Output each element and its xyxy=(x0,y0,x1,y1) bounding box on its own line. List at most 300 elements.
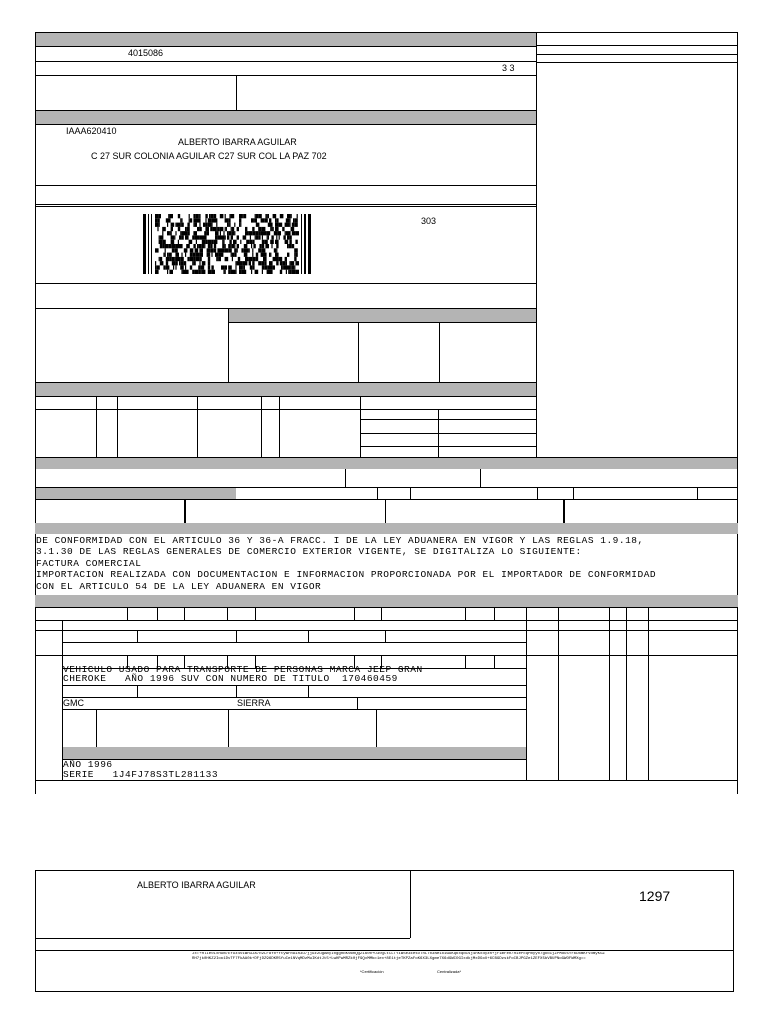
centralized-label: Centralizada* xyxy=(437,969,462,974)
observation-line: DE CONFORMIDAD CON EL ARTICULO 36 Y 36-A FRACC. I DE LA LEY ADUANERA EN VIGOR Y LAS REGLAS 1.9.18, xyxy=(36,535,644,546)
signature-line: JxT+HlIe0IxHum/Efuz4v1WH3Ja/R2LF8Y0+YtyWFRA1R3u/jjuz2ugAmyI0ggRbKvWRQQZ1600+U30QCtCLTYiWSe3kesUTnLT03Ne1o1wuKqbxqN1sj4nKxdyzR+jf1mFen/H1ePcqPmyy07gOo1jZPMdU5YrbDbmKfVdmyKGZ xyxy=(192,952,605,956)
barcode-module xyxy=(237,261,239,265)
barcode-module xyxy=(208,218,212,222)
barcode-module xyxy=(214,240,218,244)
barcode-module xyxy=(249,257,253,261)
barcode-module xyxy=(160,235,164,239)
barcode-module xyxy=(280,214,284,218)
divider xyxy=(184,499,186,523)
barcode-module xyxy=(193,244,195,248)
barcode-module xyxy=(156,265,160,269)
barcode-module xyxy=(270,227,271,231)
barcode-module xyxy=(208,244,209,248)
divider xyxy=(227,607,228,620)
barcode-module xyxy=(233,214,234,218)
barcode-module xyxy=(288,270,289,274)
barcode-module xyxy=(196,257,200,261)
barcode-module xyxy=(191,248,193,252)
divider xyxy=(35,283,537,284)
barcode-module xyxy=(199,261,200,265)
importer-name: ALBERTO IBARRA AGUILAR xyxy=(178,137,297,147)
barcode-module xyxy=(237,244,239,248)
barcode-module xyxy=(205,223,207,227)
divider xyxy=(35,185,537,186)
barcode-module xyxy=(175,257,179,261)
barcode-module xyxy=(271,235,273,239)
barcode-module xyxy=(243,261,245,265)
barcode-module xyxy=(201,265,205,269)
barcode-module xyxy=(280,270,282,274)
section-band xyxy=(36,111,536,124)
barcode-module xyxy=(186,227,190,231)
pedimento-number: 4015086 xyxy=(128,48,164,58)
barcode-module xyxy=(171,235,173,239)
barcode-module xyxy=(168,253,172,257)
divider xyxy=(376,709,377,747)
barcode-module xyxy=(285,257,287,261)
barcode-module xyxy=(169,270,173,274)
barcode-module xyxy=(240,223,241,227)
barcode-module xyxy=(249,248,250,252)
barcode-module xyxy=(166,218,167,222)
barcode-module xyxy=(209,214,210,218)
barcode-module xyxy=(179,235,181,239)
barcode-module xyxy=(262,270,263,274)
barcode-module xyxy=(196,253,200,257)
barcode-module xyxy=(181,231,185,235)
barcode-module xyxy=(227,235,229,239)
divider xyxy=(236,630,237,642)
barcode-module xyxy=(209,240,211,244)
observations xyxy=(36,535,656,592)
digital-signature xyxy=(192,952,702,962)
barcode-module xyxy=(190,265,192,269)
barcode-module xyxy=(285,223,287,227)
barcode-guard xyxy=(308,214,311,274)
barcode-module xyxy=(249,231,253,235)
barcode-module xyxy=(287,231,291,235)
barcode-module xyxy=(175,223,176,227)
barcode-module xyxy=(211,218,215,222)
barcode-module xyxy=(167,270,168,274)
barcode-module xyxy=(197,235,199,239)
divider xyxy=(197,396,198,457)
barcode-module xyxy=(244,253,245,257)
barcode-module xyxy=(269,265,273,269)
barcode-module xyxy=(255,235,256,239)
barcode-module xyxy=(228,270,230,274)
barcode-module xyxy=(185,227,186,231)
divider xyxy=(536,54,738,55)
barcode-module xyxy=(203,235,207,239)
barcode-module xyxy=(252,265,254,269)
barcode-module xyxy=(225,214,226,218)
barcode-module xyxy=(208,270,212,274)
barcode-guard xyxy=(301,214,302,274)
barcode-module xyxy=(226,227,227,231)
item-model: SIERRA xyxy=(237,698,271,708)
barcode-module xyxy=(262,240,264,244)
barcode-module xyxy=(239,261,243,265)
barcode-module xyxy=(232,227,234,231)
barcode-module xyxy=(237,227,239,231)
barcode-module xyxy=(179,214,180,218)
observation-line: 3.1.30 DE LAS REGLAS GENERALES DE COMERCIO EXTERIOR VIGENTE, SE DIGITALIZA LO SIGUIENTE: xyxy=(36,546,582,558)
barcode-module xyxy=(253,244,255,248)
barcode-module xyxy=(282,265,283,269)
barcode-module xyxy=(263,253,267,257)
barcode-module xyxy=(235,265,236,269)
divider xyxy=(377,487,378,499)
barcode-module xyxy=(167,231,169,235)
barcode-module xyxy=(196,240,197,244)
barcode-module xyxy=(185,231,187,235)
barcode-module xyxy=(264,218,268,222)
barcode-module xyxy=(258,261,262,265)
barcode-module xyxy=(225,235,226,239)
barcode-module xyxy=(233,270,235,274)
divider xyxy=(697,487,698,499)
barcode-module xyxy=(281,265,282,269)
barcode-module xyxy=(276,244,278,248)
item-brand: GMC xyxy=(63,698,84,708)
footer-number: 1297 xyxy=(639,888,671,904)
barcode-module xyxy=(243,235,247,239)
barcode-module xyxy=(267,270,269,274)
barcode-module xyxy=(294,248,298,252)
header-band xyxy=(36,33,536,46)
divider xyxy=(354,607,355,620)
barcode-module xyxy=(269,261,273,265)
barcode-module xyxy=(197,218,201,222)
barcode-module xyxy=(245,231,249,235)
barcode-module xyxy=(295,231,299,235)
barcode-module xyxy=(257,231,258,235)
barcode-module xyxy=(275,223,279,227)
barcode-module xyxy=(258,214,262,218)
barcode-module xyxy=(287,235,289,239)
barcode-module xyxy=(207,248,211,252)
section-band xyxy=(35,595,738,607)
divider xyxy=(439,322,440,382)
barcode-module xyxy=(216,257,217,261)
divider xyxy=(137,685,138,697)
barcode-module xyxy=(244,244,248,248)
barcode-module xyxy=(276,218,278,222)
observation-line: FACTURA COMERCIAL xyxy=(36,557,142,569)
barcode-module xyxy=(157,218,159,222)
divider xyxy=(261,396,262,457)
barcode-module xyxy=(295,270,299,274)
barcode-module xyxy=(165,253,166,257)
barcode-module xyxy=(271,244,272,248)
barcode-module xyxy=(239,214,243,218)
barcode-guard xyxy=(143,214,146,274)
divider xyxy=(360,433,537,434)
barcode-module xyxy=(214,244,215,248)
barcode-module xyxy=(268,235,269,239)
barcode-module xyxy=(221,248,225,252)
barcode-module xyxy=(239,223,240,227)
barcode-module xyxy=(219,253,221,257)
barcode-module xyxy=(190,218,192,222)
barcode-module xyxy=(165,248,166,252)
barcode-module xyxy=(198,214,199,218)
barcode-module xyxy=(192,235,194,239)
barcode-module xyxy=(286,218,290,222)
barcode-module xyxy=(289,235,291,239)
barcode-module xyxy=(240,240,241,244)
barcode-module xyxy=(216,223,217,227)
barcode-module xyxy=(155,270,159,274)
barcode-module xyxy=(155,265,156,269)
barcode-module xyxy=(169,214,173,218)
divider xyxy=(157,607,158,620)
barcode-module xyxy=(161,261,163,265)
divider xyxy=(357,697,358,709)
barcode-module xyxy=(262,248,266,252)
divider xyxy=(137,630,138,642)
barcode-module xyxy=(172,261,173,265)
barcode-module xyxy=(267,231,271,235)
barcode-module xyxy=(172,244,176,248)
barcode-module xyxy=(234,244,235,248)
divider xyxy=(35,950,734,951)
barcode-module xyxy=(159,235,160,239)
divider xyxy=(62,642,526,643)
barcode-module xyxy=(252,257,256,261)
barcode-module xyxy=(229,214,230,218)
barcode-module xyxy=(162,244,164,248)
barcode-module xyxy=(252,253,253,257)
barcode-module xyxy=(222,244,224,248)
barcode-module xyxy=(173,235,174,239)
barcode-module xyxy=(241,248,243,252)
barcode-module xyxy=(263,257,267,261)
barcode-module xyxy=(279,257,283,261)
barcode-module xyxy=(228,248,232,252)
barcode-module xyxy=(285,240,289,244)
barcode-module xyxy=(253,218,254,222)
divider xyxy=(465,607,466,620)
barcode-module xyxy=(193,257,195,261)
barcode-module xyxy=(211,265,213,269)
barcode-module xyxy=(160,244,162,248)
barcode-module xyxy=(155,261,156,265)
divider xyxy=(35,499,738,500)
divider xyxy=(62,685,526,686)
barcode-module xyxy=(262,261,264,265)
barcode-module xyxy=(239,270,241,274)
barcode-module xyxy=(166,257,170,261)
barcode-module xyxy=(173,261,175,265)
barcode-module xyxy=(294,218,298,222)
divider xyxy=(228,322,537,323)
barcode-module xyxy=(215,235,217,239)
barcode-module xyxy=(292,270,296,274)
barcode-module xyxy=(255,218,257,222)
barcode-module xyxy=(217,248,221,252)
barcode-module xyxy=(235,261,236,265)
divider xyxy=(96,709,97,747)
barcode-module xyxy=(195,270,197,274)
barcode-module xyxy=(195,223,197,227)
barcode-module xyxy=(261,218,265,222)
barcode-module xyxy=(232,257,233,261)
barcode-module xyxy=(294,253,295,257)
barcode-module xyxy=(292,265,294,269)
divider xyxy=(236,685,237,697)
barcode-module xyxy=(283,235,285,239)
barcode-module xyxy=(262,227,263,231)
barcode-module xyxy=(174,257,175,261)
barcode-module xyxy=(259,244,261,248)
barcode-module xyxy=(256,214,258,218)
barcode-module xyxy=(180,265,184,269)
divider xyxy=(35,780,738,781)
barcode-module xyxy=(243,265,244,269)
barcode-module xyxy=(293,261,294,265)
barcode-module xyxy=(208,261,210,265)
barcode-module xyxy=(221,253,223,257)
barcode-module xyxy=(199,235,203,239)
divider xyxy=(35,655,738,656)
divider xyxy=(117,396,118,457)
barcode-module xyxy=(168,214,169,218)
divider xyxy=(308,685,309,697)
barcode-module xyxy=(255,214,256,218)
barcode-module xyxy=(173,265,174,269)
barcode-module xyxy=(205,218,206,222)
barcode-module xyxy=(210,214,214,218)
divider xyxy=(410,487,411,499)
divider xyxy=(35,61,537,62)
divider xyxy=(558,607,559,780)
barcode-module xyxy=(263,227,265,231)
divider xyxy=(35,75,537,76)
barcode-module xyxy=(227,231,228,235)
barcode-module xyxy=(207,231,209,235)
barcode-module xyxy=(250,235,251,239)
barcode-module xyxy=(177,223,181,227)
barcode-module xyxy=(175,261,177,265)
section-band xyxy=(35,523,738,534)
barcode-module xyxy=(174,248,178,252)
divider xyxy=(35,409,537,410)
barcode-module xyxy=(181,235,183,239)
divider xyxy=(360,419,537,420)
barcode-module xyxy=(225,248,229,252)
barcode-module xyxy=(169,231,170,235)
barcode-module xyxy=(262,265,264,269)
barcode-module xyxy=(201,270,202,274)
barcode-module xyxy=(255,270,259,274)
signature-line: RH7jk0HKZ2Ioo1DvTF7FkAA0k+DFjDZ96DKR5fuCe1NVqMDzMuIKdtJt5+LwHPwMRZk0jF9QxMMbc1ex+8E1tjeTKPZaFoK6X3LXgme7X6dGWCOGIxdkjMxDGoU+6CBGDzskFoCBJPGZe1ZEFX5bVBUPNoGWOFWMXg== xyxy=(192,957,586,961)
barcode-module xyxy=(192,270,194,274)
barcode-module xyxy=(250,265,252,269)
barcode-module xyxy=(160,257,161,261)
barcode-module xyxy=(175,265,176,269)
barcode-module xyxy=(190,257,194,261)
barcode-module xyxy=(241,270,245,274)
barcode-module xyxy=(252,248,253,252)
divider xyxy=(563,499,565,523)
barcode-module xyxy=(275,253,279,257)
barcode-module xyxy=(295,261,299,265)
barcode-module xyxy=(155,248,159,252)
barcode-module xyxy=(204,244,205,248)
barcode-module xyxy=(199,257,201,261)
barcode-module xyxy=(269,218,271,222)
barcode-module xyxy=(289,218,290,222)
barcode-module xyxy=(167,244,168,248)
barcode-module xyxy=(279,223,283,227)
barcode-module xyxy=(231,253,232,257)
divider xyxy=(35,938,410,939)
divider xyxy=(609,607,610,780)
barcode-module xyxy=(273,257,275,261)
barcode-module xyxy=(202,270,206,274)
barcode-module xyxy=(155,223,159,227)
barcode-module xyxy=(185,248,187,252)
barcode-module xyxy=(214,248,216,252)
barcode-module xyxy=(217,235,221,239)
barcode-module xyxy=(167,218,171,222)
divider xyxy=(537,487,538,499)
barcode-module xyxy=(193,223,194,227)
barcode-module xyxy=(181,270,182,274)
barcode-module xyxy=(289,261,290,265)
barcode-module xyxy=(190,253,192,257)
barcode-module xyxy=(228,244,230,248)
barcode-module xyxy=(221,265,225,269)
item-description-line: VEHICULO USADO PARA TRANSPORTE DE PERSONAS MARCA JEEP GRAN xyxy=(63,664,423,675)
barcode-module xyxy=(252,227,254,231)
barcode-module xyxy=(287,265,291,269)
barcode-module xyxy=(180,257,184,261)
barcode-module xyxy=(162,227,166,231)
divider xyxy=(480,469,481,487)
barcode-module xyxy=(228,218,230,222)
barcode-module xyxy=(246,240,250,244)
barcode-module xyxy=(275,227,279,231)
barcode-module xyxy=(165,244,167,248)
barcode-module xyxy=(210,244,212,248)
item-description-line: CHEROKE AÑO 1996 SUV CON NUMERO DE TITULO 170460459 xyxy=(63,673,398,684)
barcode-module xyxy=(270,253,271,257)
barcode-module xyxy=(213,227,215,231)
barcode-module xyxy=(211,240,213,244)
barcode-module xyxy=(195,248,199,252)
importer-rfc: IAAA620410 xyxy=(66,126,117,136)
barcode-module xyxy=(178,227,180,231)
divider xyxy=(410,870,411,938)
barcode-module xyxy=(264,261,266,265)
barcode-module xyxy=(228,231,232,235)
barcode-module xyxy=(269,223,273,227)
divider xyxy=(526,607,527,780)
barcode-module xyxy=(193,214,195,218)
barcode-module xyxy=(220,214,224,218)
barcode-module xyxy=(293,218,294,222)
barcode-module xyxy=(196,214,198,218)
barcode-module xyxy=(168,244,172,248)
item-description xyxy=(63,665,423,683)
barcode-module xyxy=(199,223,200,227)
barcode-module xyxy=(215,244,216,248)
divider xyxy=(360,396,361,457)
barcode-module xyxy=(207,253,209,257)
